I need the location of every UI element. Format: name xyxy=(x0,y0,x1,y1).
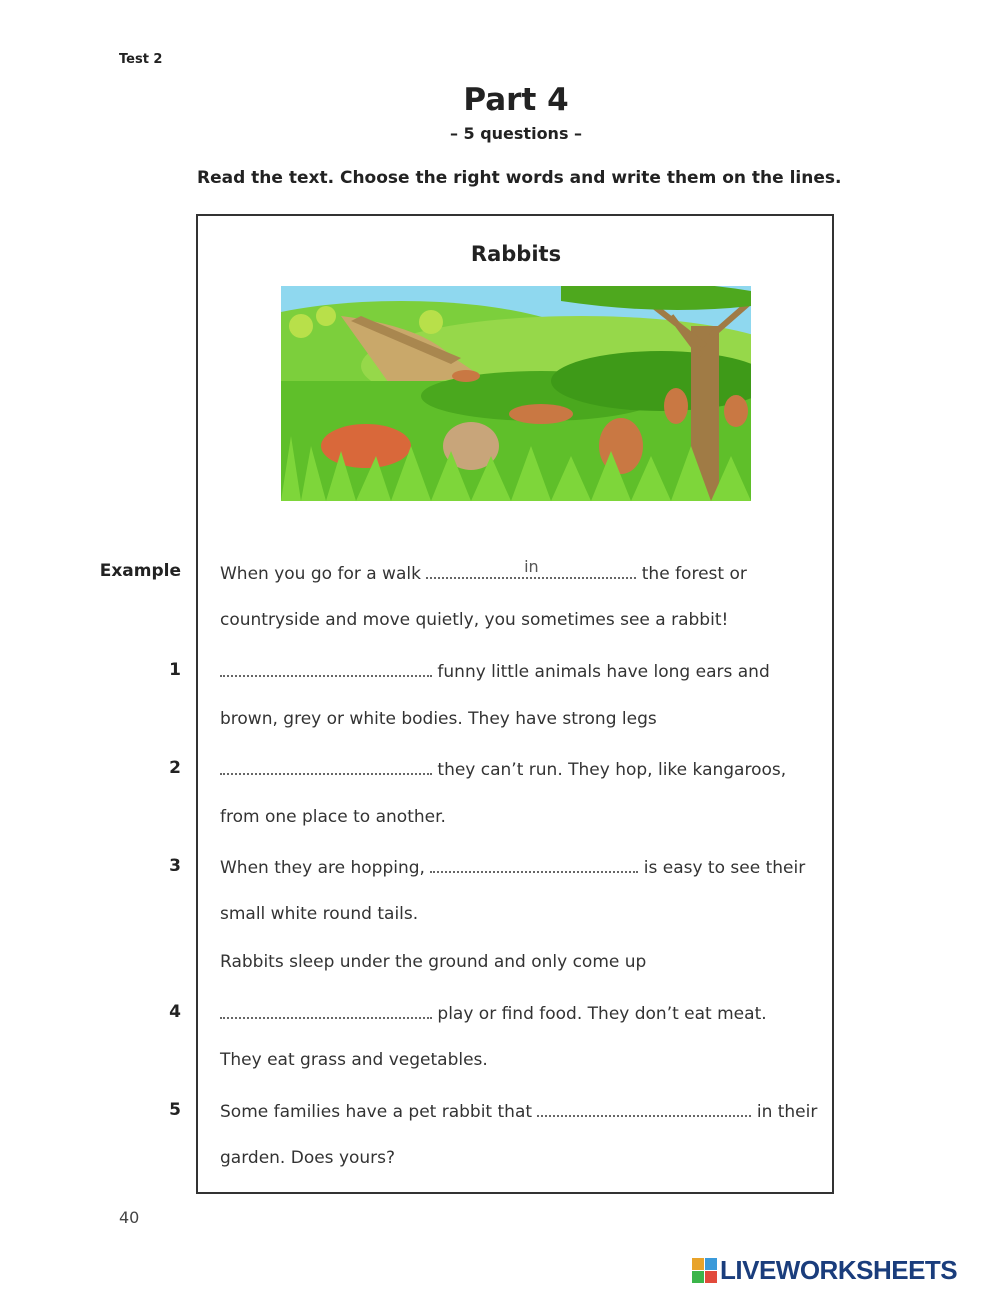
question-4-text: play or find food. They don’t eat meat. xyxy=(437,1004,767,1024)
question-number-3: 3 xyxy=(169,856,181,876)
answer-gap-2[interactable] xyxy=(220,759,432,775)
question-2-text: they can’t run. They hop, like kangaroos, xyxy=(437,760,787,780)
question-number-2: 2 xyxy=(169,758,181,778)
question-5-text-before: Some families have a pet rabbit that xyxy=(220,1102,533,1122)
page-number: 40 xyxy=(119,1208,140,1227)
question-3-text-after: is easy to see their xyxy=(643,858,806,878)
question-2-line xyxy=(220,759,786,780)
answer-gap-5[interactable] xyxy=(537,1101,751,1117)
box-title: Rabbits xyxy=(470,242,562,266)
question-3-line xyxy=(220,857,805,878)
example-text-before: When you go for a walk xyxy=(220,564,421,584)
question-4-line xyxy=(220,1003,767,1024)
question-number-1: 1 xyxy=(169,660,181,680)
rabbits-illustration xyxy=(281,286,751,501)
question-number-5: 5 xyxy=(169,1100,181,1120)
example-answer-gap xyxy=(426,557,636,579)
question-number-4: 4 xyxy=(169,1002,181,1022)
answer-gap-3[interactable] xyxy=(430,857,638,873)
example-line-2: countryside and move quietly, you sometimes see a rabbit! xyxy=(220,610,729,630)
question-5-line xyxy=(220,1101,817,1122)
question-3-text-before: When they are hopping, xyxy=(220,858,425,878)
instruction-text: Read the text. Choose the right words and write them on the lines. xyxy=(197,168,842,188)
question-1-text: funny little animals have long ears and xyxy=(437,662,770,682)
question-1-continuation: brown, grey or white bodies. They have strong legs xyxy=(220,709,657,729)
question-5-continuation: garden. Does yours? xyxy=(220,1148,396,1168)
liveworksheets-logo xyxy=(692,1255,992,1287)
test-label: Test 2 xyxy=(119,52,163,67)
question-4-continuation: They eat grass and vegetables. xyxy=(220,1050,488,1070)
part-subtitle: – 5 questions – xyxy=(449,124,583,143)
example-answer: in xyxy=(524,557,539,576)
question-5-text-after: in their xyxy=(756,1102,818,1122)
liveworksheets-brand-text: LIVEWORKSHEETS xyxy=(720,1255,958,1285)
liveworksheets-logo-icon xyxy=(692,1258,718,1284)
part-title: Part 4 xyxy=(463,82,569,118)
answer-gap-4[interactable] xyxy=(220,1003,432,1019)
question-3-continuation: small white round tails. xyxy=(220,904,419,924)
example-label: Example xyxy=(99,561,181,581)
example-text-after: the forest or xyxy=(641,564,747,584)
question-3-continuation-2: Rabbits sleep under the ground and only come up xyxy=(220,952,647,972)
answer-gap-1[interactable] xyxy=(220,661,432,677)
example-line-1 xyxy=(220,557,747,584)
question-1-line xyxy=(220,661,770,682)
question-2-continuation: from one place to another. xyxy=(220,807,446,827)
